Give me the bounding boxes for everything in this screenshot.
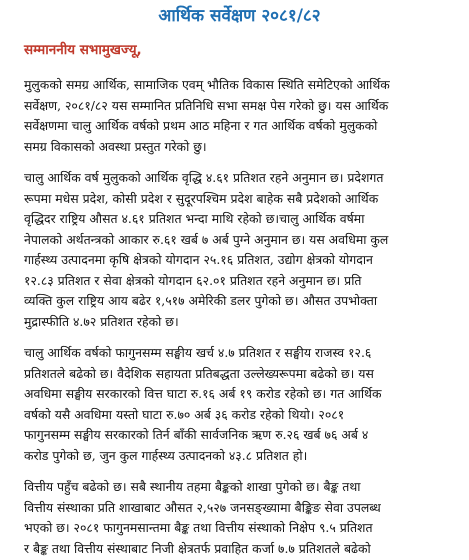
paragraph-line: गार्हस्थ्य उत्पादनमा कृषि क्षेत्रको योगदान २५.१६ प्रतिशत, उद्योग क्षेत्रको योगदान: [24, 252, 373, 267]
paragraph-line: नेपालको अर्थतन्त्रको आकार रु.६१ खर्ब ७ अर्ब पुग्ने अनुमान छ। यस अवधिमा कुल: [24, 231, 389, 247]
paragraph-line: वृद्धिदर राष्ट्रिय औसत ४.६१ प्रतिशत भन्दा माथि रहेको छ।चालु आर्थिक वर्षमा: [24, 211, 365, 226]
paragraph-line: फागुनसम्म सङ्घीय सरकारको तिर्न बाँकी सार्वजनिक ऋण रु.२६ खर्ब ७६ अर्ब ४: [24, 427, 369, 442]
paragraph-line: र बैङ्क तथा वित्तीय संस्थाबाट निजी क्षेत्रतर्फ प्रवाहित कर्जा ७.७ प्रतिशतले बढेको: [24, 540, 371, 556]
paragraph-line: भएको छ। २०८१ फागुनमसान्तमा बैङ्क तथा वित्तीय संस्थाको निक्षेप ९.५ प्रतिशत: [24, 520, 373, 535]
paragraph-line: चालु आर्थिक वर्ष मुलुकको आर्थिक वृद्धि ४.६१ प्रतिशत रहने अनुमान छ। प्रदेशगत: [24, 170, 384, 185]
paragraph: [24, 75, 455, 157]
paragraph-line: सर्वेक्षणमा चालु आर्थिक वर्षको प्रथम आठ महिना र गत आर्थिक वर्षको मुलुकको: [24, 118, 378, 133]
paragraph-line: व्यक्ति कुल राष्ट्रिय आय बढेर १,५१७ अमेरिकी डलर पुगेको छ। औसत उपभोक्ता: [24, 293, 378, 308]
paragraph-line: वर्षको यसै अवधिमा यस्तो घाटा रु.७० अर्ब ३६ करोड रहेको थियो। २०८१: [24, 406, 345, 422]
paragraph-line: रूपमा मधेस प्रदेश, कोसी प्रदेश र सुदूरपश्चिम प्रदेश बाहेक सबै प्रदेशको आर्थिक: [24, 190, 379, 206]
paragraph-line: वित्तीय संस्थाका प्रति शाखाबाट औसत २,५२७ जनसङ्ख्यामा बैङ्किङ सेवा उपलब्ध: [24, 499, 381, 515]
paragraph-line: अवधिमा सङ्घीय सरकारको वित्त घाटा रु.१६ अर्ब १९ करोड रहेको छ। गत आर्थिक: [24, 386, 382, 401]
paragraph: [24, 477, 455, 559]
page-title: आर्थिक सर्वेक्षण २०८१/८२: [158, 6, 321, 26]
paragraph-line: मुलुकको समग्र आर्थिक, सामाजिक एवम् भौतिक विकास स्थिति समेटिएको आर्थिक: [24, 77, 390, 92]
body-text: [24, 75, 455, 559]
paragraph-line: समग्र विकासको अवस्था प्रस्तुत गरेको छु।: [24, 138, 207, 154]
paragraph-line: वित्तीय पहुँच बढेको छ। सबै स्थानीय तहमा बैङ्कको शाखा पुगेको छ। बैङ्क तथा: [24, 479, 361, 494]
paragraph-line: करोड पुगेको छ, जुन कुल गार्हस्थ्य उत्पादनको ४३.८ प्रतिशत हो।: [24, 447, 308, 463]
paragraph-line: सर्वेक्षण, २०८१/८२ यस सम्मानित प्रतिनिधि सभा समक्ष पेस गरेको छु। यस आर्थिक: [24, 97, 389, 113]
paragraph-line: १२.८३ प्रतिशत र सेवा क्षेत्रको योगदान ६२.०१ प्रतिशत रहने अनुमान छ। प्रति: [24, 272, 362, 288]
paragraph-line: चालु आर्थिक वर्षको फागुनसम्म सङ्घीय खर्च ४.७ प्रतिशत र सङ्घीय राजस्व १२.६: [24, 345, 372, 360]
salutation: सम्माननीय सभामुखज्यू,: [24, 42, 142, 58]
paragraph-line: प्रतिशतले बढेको छ। वैदेशिक सहायता प्रतिबद्धता उल्लेख्यरूपमा बढेको छ। यस: [24, 365, 374, 381]
paragraph: [24, 343, 455, 466]
paragraph-line: मुद्रास्फीति ४.७२ प्रतिशत रहेको छ।: [24, 313, 179, 329]
paragraph: [24, 168, 455, 332]
